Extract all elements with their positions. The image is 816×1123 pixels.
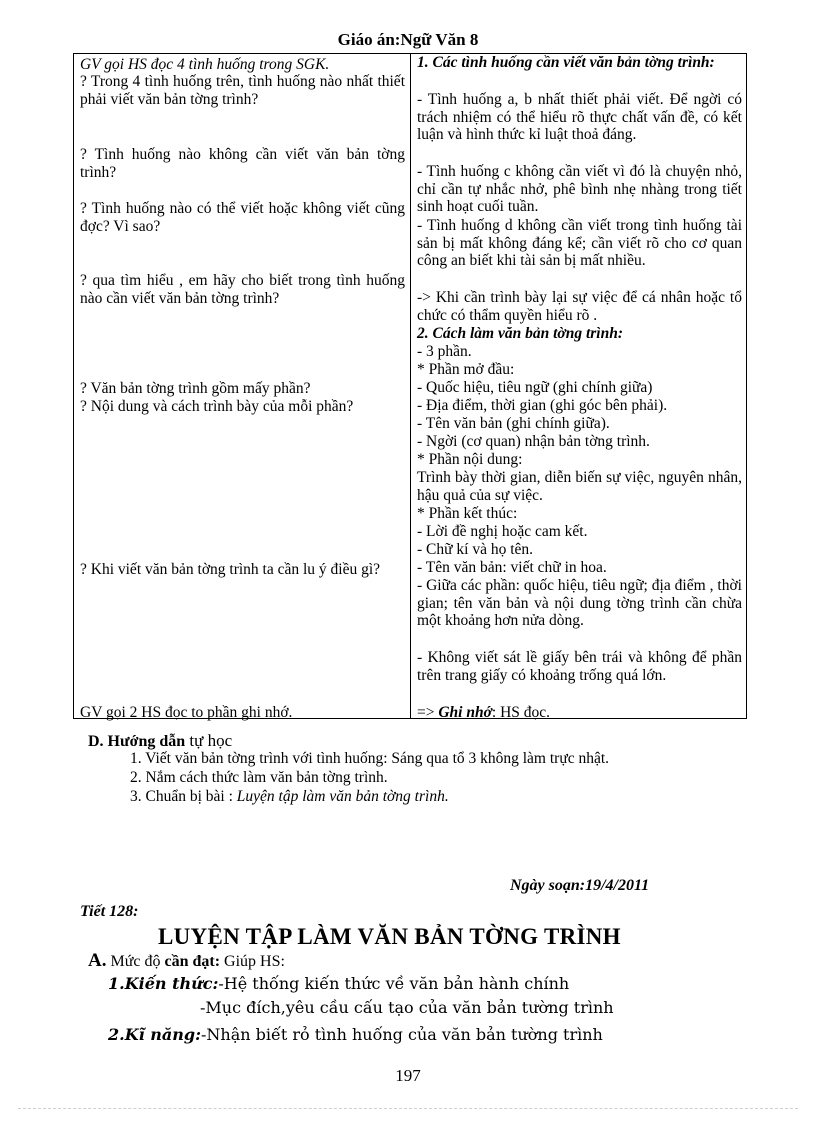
table-left-row: ? Nội dung và cách trình bày của mỗi phần? xyxy=(80,398,354,415)
section-a-rest: Giúp HS: xyxy=(220,953,285,970)
section-a-letter: A. xyxy=(88,950,107,971)
table-left-row: ? Khi viết văn bản tờng trình ta cần lu ý điều gì? xyxy=(80,561,381,578)
guide-item-lesson: Luyện tập làm văn bản tờng trình. xyxy=(236,788,449,805)
period-label: Tiết 128: xyxy=(80,903,139,920)
table-right-row: - Ngời (cơ quan) nhận bản tờng trình. xyxy=(417,433,650,450)
table-right-row: -> Khi cần trình bày lại sự việc để cá nhân hoặc tổ chức có thẩm quyền hiểu rõ . xyxy=(417,289,742,324)
section-heading-1: 1. Các tình huống cần viết văn bản tờng trình: xyxy=(417,54,715,71)
table-left-row: ? Tình huống nào không cần viết văn bản tờng trình? xyxy=(80,146,405,181)
table-right-row: - Tên văn bản (ghi chính giữa). xyxy=(417,415,610,432)
guide-item-prefix: 3. Chuẩn bị bài : xyxy=(130,788,237,805)
table-left-row: ? Tình huống nào có thể viết hoặc không viết cũng đợc? Vì sao? xyxy=(80,200,405,235)
table-right-row: - Chữ kí và họ tên. xyxy=(417,541,534,558)
table-left-row: GV gọi HS đọc 4 tình huống trong SGK. xyxy=(80,56,330,73)
table-right-row: - Quốc hiệu, tiêu ngữ (ghi chính giữa) xyxy=(417,379,653,396)
date-label: Ngày xyxy=(510,877,545,894)
memo-arrow: => xyxy=(417,704,435,721)
guide-item xyxy=(130,788,449,806)
section-heading-2: 2. Cách làm văn bản tờng trình: xyxy=(417,325,623,342)
table-left-row: GV gọi 2 HS đọc to phần ghi nhớ. xyxy=(80,704,293,721)
table-left-row: ? Văn bản tờng trình gồm mấy phần? xyxy=(80,380,311,397)
table-right-row: Trình bày thời gian, diễn biến sự việc, nguyên nhân, hậu quả của sự việc. xyxy=(417,469,742,504)
table-right-row: * Phần mở đầu: xyxy=(417,361,515,378)
table-right-row: * Phần kết thúc: xyxy=(417,505,518,522)
knowledge-label: 1.Kiến thức: xyxy=(108,974,219,993)
date-line xyxy=(510,877,649,895)
knowledge-line xyxy=(108,974,569,993)
date-value: soạn:19/4/2011 xyxy=(544,877,650,894)
skill-line xyxy=(108,1025,603,1044)
skill-label: 2.Kĩ năng: xyxy=(108,1025,201,1044)
skill-item: -Nhận biết rỏ tình huống của văn bản tường trình xyxy=(200,1025,603,1044)
section-a-label: Mức độ xyxy=(106,953,161,970)
table-right-row: - 3 phần. xyxy=(417,343,472,360)
table-right-row: - Tình huống d không cần viết trong tình huống tài sản bị mất không đáng kể; cần viết rõ cho cơ quan công an biết khi tài sản bị mất nhiều. xyxy=(417,217,742,269)
memo-label: Ghi nhớ xyxy=(438,704,492,721)
table-right-row: - Lời đề nghị hoặc cam kết. xyxy=(417,523,588,540)
page-number: 197 xyxy=(395,1066,421,1085)
guide-heading-rest: tự học xyxy=(185,731,233,750)
memo-text: : HS đọc. xyxy=(491,704,551,721)
table-left-row: ? qua tìm hiểu , em hãy cho biết trong tình huống nào cần viết văn bản tờng trình? xyxy=(80,272,405,307)
table-right-row: - Giữa các phần: quốc hiệu, tiêu ngữ; địa điểm , thời gian; tên văn bản và nội dung tờng trình cần chừa một khoảng hơn nửa dòng. xyxy=(417,577,742,629)
guide-item: 2. Nắm cách thức làm văn bản tờng trình. xyxy=(130,769,388,786)
table-left-row: ? Trong 4 tình huống trên, tình huống nào nhất thiết phải viết văn bản tờng trình? xyxy=(80,73,405,108)
table-right-row: - Không viết sát lề giấy bên trái và không để phần trên trang giấy có khoảng trống quá lớn. xyxy=(417,649,742,684)
knowledge-item: -Hệ thống kiến thức về văn bản hành chính xyxy=(218,974,570,993)
memo-row xyxy=(417,704,742,722)
table-right-row: - Tình huống a, b nhất thiết phải viết. Để ngời có trách nhiệm có thể hiểu rõ thực chất vấn đề, có kết luận và hình thức kỉ luật thoả đáng. xyxy=(417,91,742,143)
guide-heading-bold: D. Hướng dẫn xyxy=(88,733,186,750)
section-a-bold: cần đạt: xyxy=(160,953,221,970)
table-right-row: - Tên văn bản: viết chữ in hoa. xyxy=(417,559,607,576)
page-header: Giáo án:Ngữ Văn 8 xyxy=(337,30,479,49)
table-column-divider xyxy=(410,53,411,719)
table-right-row: - Địa điểm, thời gian (ghi góc bên phải). xyxy=(417,397,668,414)
table-right-row: - Tình huống c không cần viết vì đó là chuyện nhỏ, chỉ cần tự nhắc nhở, phê bình nhẹ nhàng trong tiết sinh hoạt cuối tuần. xyxy=(417,163,742,215)
guide-item: 1. Viết văn bản tờng trình với tình huống: Sáng qua tổ 3 không làm trực nhật. xyxy=(130,750,610,767)
guide-heading xyxy=(88,731,232,751)
page-bottom-rule xyxy=(18,1108,798,1109)
lesson-title: LUYỆN TẬP LÀM VĂN BẢN TỜNG TRÌNH xyxy=(158,924,621,949)
knowledge-item: -Mục đích,yêu cầu cấu tạo của văn bản tường trình xyxy=(200,998,614,1017)
table-right-row: * Phần nội dung: xyxy=(417,451,523,468)
section-a-heading xyxy=(88,950,285,972)
